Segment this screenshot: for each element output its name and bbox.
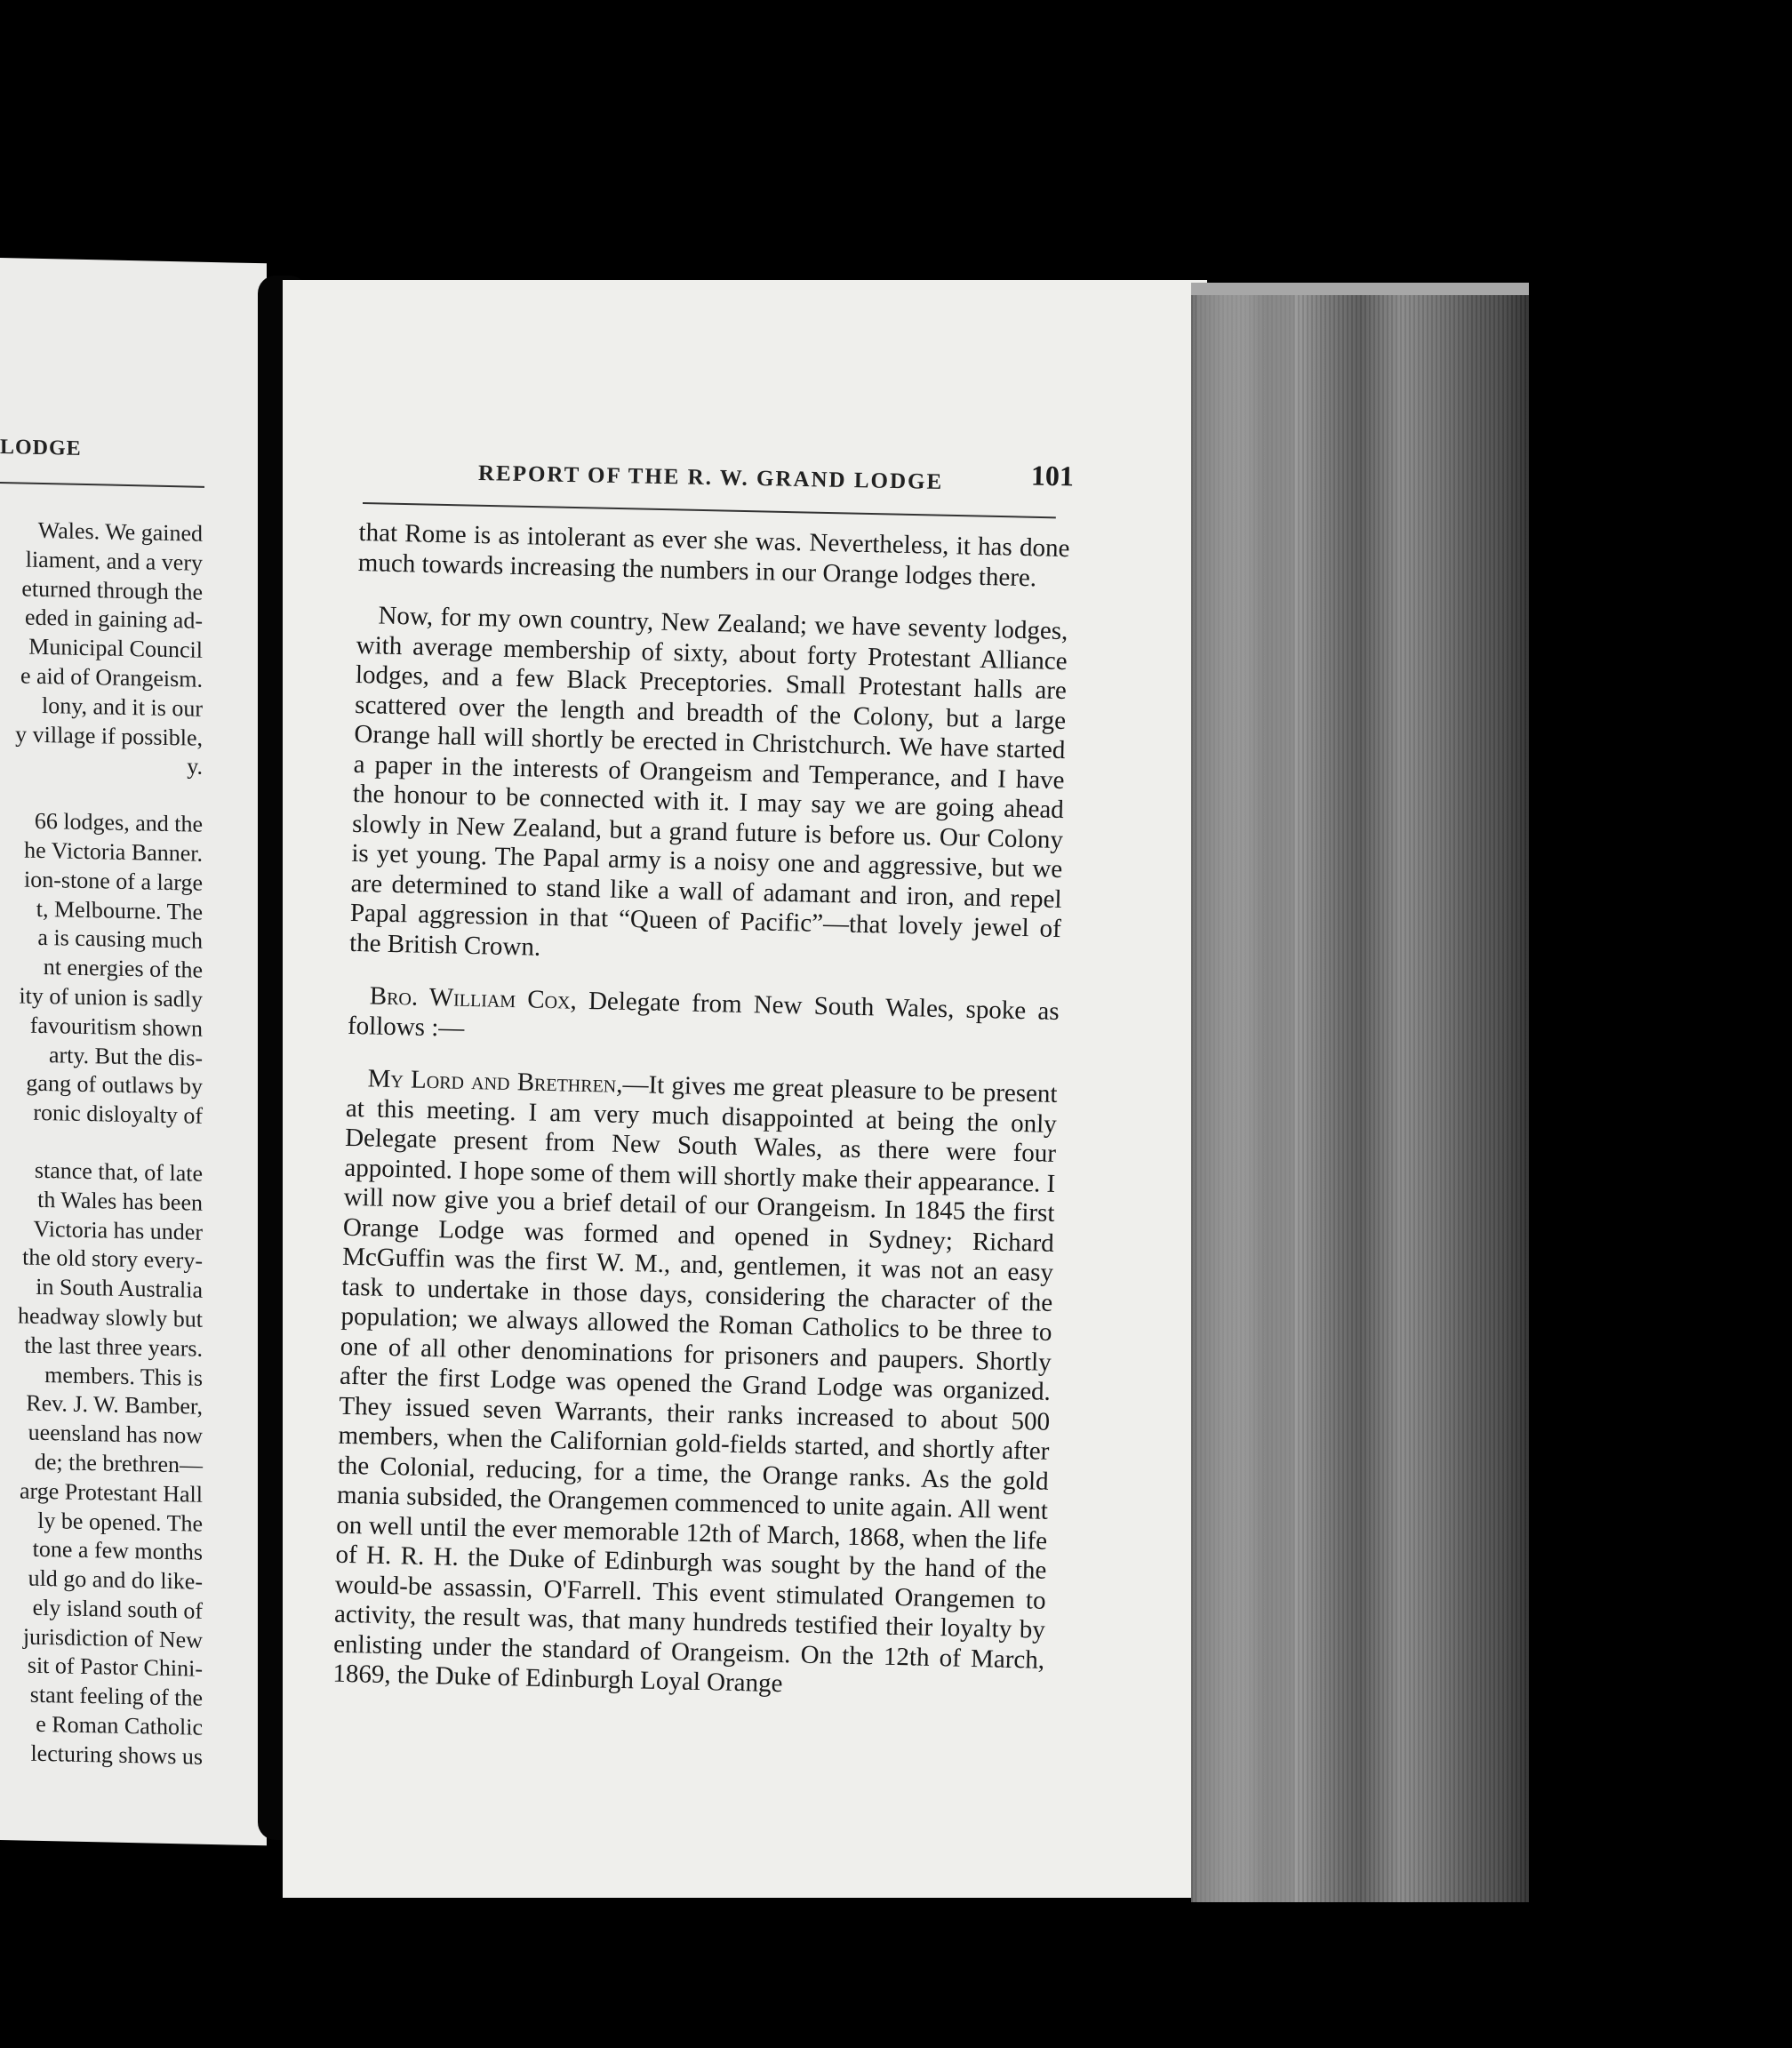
- left-text-line: sit of Pastor Chini-: [27, 1652, 203, 1683]
- left-paragraph-1: [0, 514, 203, 781]
- left-page-text: [0, 514, 203, 1772]
- speaker-intro: Delegate from New South Wales, spoke as follows :—: [347, 986, 1060, 1043]
- left-text-line: lony, and it is our: [41, 692, 203, 722]
- left-header-rule: [0, 482, 204, 488]
- left-text-line: tone a few months: [32, 1536, 203, 1566]
- left-text-line: eturned through the: [21, 575, 203, 605]
- left-text-line: eded in gaining ad-: [25, 604, 203, 635]
- left-paragraph-3: [0, 1154, 203, 1772]
- left-text-line: y.: [187, 753, 203, 780]
- left-text-line: ely island south of: [32, 1594, 203, 1624]
- paragraph-new-zealand: Now, for my own country, New Zealand; we have seventy lodges, with average membership of sixty, about forty Protestant Alliance lodges, and a few Black Preceptories. Small Protestant halls are scattered over the length and breadth of the Colony, but a large Orange hall will shortly be erected in Christchurch. We have started a paper in the interests of Orangeism and Temperance, and I have the honour to be connected with it. I may say we are going ahead slowly in New Zealand, but a grand future is before us. Our Colony is yet young. The Papal army is a noisy one and aggressive, but we are determined to stand like a wall of adamant and iron, and repel Papal aggression in that “Queen of Pacific”—that lovely jewel of the British Crown.: [348, 601, 1068, 962]
- header-rule: [363, 502, 1056, 518]
- left-text-line: Rev. J. W. Bamber,: [26, 1389, 203, 1420]
- body-text: [332, 518, 1070, 1728]
- page-edge-highlight: [1196, 283, 1294, 1902]
- left-text-line: a is causing much: [37, 924, 203, 955]
- left-text-line: ly be opened. The: [37, 1507, 203, 1537]
- left-text-line: th Wales has been: [37, 1186, 203, 1216]
- right-page: [283, 280, 1207, 1898]
- left-text-line: ity of union is sadly: [19, 982, 203, 1012]
- speaker-name: Bro. William Cox,: [369, 981, 578, 1015]
- left-text-line: arge Protestant Hall: [19, 1477, 203, 1508]
- left-text-line: ion-stone of a large: [24, 866, 203, 896]
- left-text-line: liament, and a very: [25, 546, 203, 576]
- left-text-line: gang of outlaws by: [26, 1069, 203, 1100]
- left-text-line: arty. But the dis-: [48, 1041, 203, 1071]
- left-text-line: ronic disloyalty of: [33, 1099, 203, 1129]
- paragraph-speech: [332, 1064, 1058, 1705]
- left-text-line: stance that, of late: [34, 1156, 203, 1187]
- left-text-line: stant feeling of the: [29, 1681, 203, 1712]
- left-text-line: de; the brethren—: [34, 1448, 203, 1478]
- left-text-line: 66 lodges, and the: [34, 807, 203, 837]
- left-text-line: nt energies of the: [43, 954, 203, 983]
- left-text-line: Victoria has under: [33, 1215, 203, 1245]
- left-paragraph-2: [0, 805, 203, 1132]
- left-text-line: in South Australia: [36, 1273, 203, 1303]
- left-page: [0, 258, 267, 1845]
- left-text-line: t, Melbourne. The: [36, 895, 203, 925]
- left-text-line: jurisdiction of New: [22, 1623, 203, 1653]
- left-text-line: favouritism shown: [29, 1012, 203, 1042]
- left-text-line: he Victoria Banner.: [24, 836, 203, 867]
- left-text-line: members. This is: [44, 1361, 203, 1391]
- left-text-line: ueensland has now: [28, 1419, 203, 1449]
- running-header: REPORT OF THE R. W. GRAND LODGE: [477, 461, 944, 495]
- paragraph-bro-cox: [348, 981, 1060, 1057]
- left-text-line: the old story every-: [22, 1244, 203, 1275]
- left-text-line: the last three years.: [24, 1332, 203, 1362]
- page-number: 101: [1030, 459, 1075, 492]
- speech-text: —It gives me great pleasure to be present at this meeting. I am very much disappointed at being the only Delegate present from New South Wales, as there were four appointed. I hope some of them will shortly make their appearance. I will now give you a brief detail of our Orangeism. In 1845 the first Orange Lodge was formed and opened in Sydney; Richard McGuffin was the first W. M., and, gentlemen, it was not an easy task to undertake in those days, considering the character of the population; we always allowed the Roman Catholics to be three to one of all other denominations for prisoners and paupers. Shortly after the first Lodge was opened the Grand Lodge was organized. They issued seven Warrants, their ranks increased to about 500 members, when the Californian gold-fields started, and shortly after the Colonial, reducing, for a time, the Orange ranks. As the gold mania subsided, the Orangemen commenced to unite again. All went on well until the ever memorable 12th of March, 1868, when the life of H. R. H. the Duke of Edinburgh was sought by the hand of the would-be assassin, O'Farrell. This event stimulated Orangemen to activity, the result was, that many hundreds testified their loyalty by enlisting under the standard of Orangeism. On the 12th of March, 1869, the Duke of Edinburgh Loyal Orange: [332, 1069, 1058, 1699]
- left-text-line: Wales. We gained: [37, 516, 203, 547]
- left-text-line: uld go and do like-: [28, 1564, 203, 1595]
- paragraph-rome: that Rome is as intolerant as ever she was. Nevertheless, it has done much towards increasing the numbers in our Orange lodges there.: [357, 518, 1070, 592]
- left-text-line: Municipal Council: [28, 633, 203, 663]
- left-running-header: LODGE: [0, 436, 82, 460]
- page-edge-top: [1191, 283, 1529, 295]
- salutation: My Lord and Brethren,: [367, 1064, 623, 1099]
- left-text-line: headway slowly but: [18, 1302, 203, 1332]
- left-text-line: e aid of Orangeism.: [20, 662, 203, 692]
- left-text-line: y village if possible,: [15, 720, 203, 751]
- left-text-line: e Roman Catholic: [36, 1710, 203, 1740]
- left-text-line: lecturing shows us: [30, 1740, 203, 1770]
